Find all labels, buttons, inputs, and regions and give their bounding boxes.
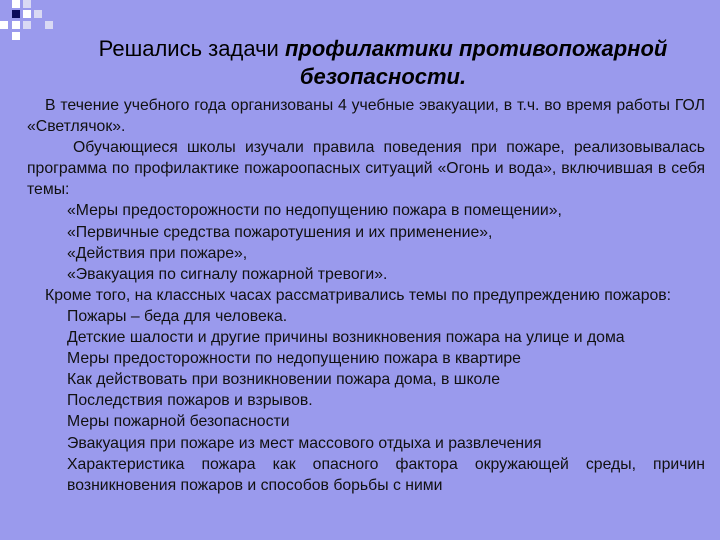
decoration-square <box>12 0 20 8</box>
decoration-square <box>23 0 31 8</box>
program-topic-item: «Действия при пожаре», <box>67 244 248 262</box>
class-hours-topic-item: Характеристика пожара как опасного фактора окружающей среды, причин возникновения пожаров и способов борьбы с ними <box>67 455 705 494</box>
class-hours-topic-item: Меры предосторожности по недопущению пожара в квартире <box>67 350 521 368</box>
program-topic-item: «Меры предосторожности по недопущению пожара в помещении», <box>67 202 562 220</box>
program-topic-item: «Первичные средства пожаротушения и их применение», <box>67 223 493 241</box>
evacuations-paragraph: В течение учебного года организованы 4 учебные эвакуации, в т.ч. во время работы ГОЛ «Светлячок». <box>27 97 705 136</box>
slide-content <box>27 95 705 496</box>
decoration-square <box>23 10 31 18</box>
fire-safety-program-paragraph: Обучающиеся школы изучали правила поведения при пожаре, реализовывалась программа по профилактике пожароопасных ситуаций «Огонь и вода», включившая в себя темы: <box>27 139 705 199</box>
class-hours-topic-item: Последствия пожаров и взрывов. <box>67 392 313 410</box>
decoration-square <box>12 21 20 29</box>
class-hours-topic-item: Эвакуация при пожаре из мест массового отдыха и развлечения <box>67 434 542 452</box>
decoration-square <box>34 10 42 18</box>
class-hours-topic-item: Детские шалости и другие причины возникновения пожара на улице и дома <box>67 329 625 347</box>
slide-title <box>58 35 708 91</box>
title-plain-text: Решались задачи <box>98 36 285 61</box>
title-emphasis-line-1: профилактики противопожарной <box>284 36 668 61</box>
decoration-square <box>45 21 53 29</box>
class-hours-topic-item: Меры пожарной безопасности <box>67 413 290 431</box>
corner-decoration <box>0 0 60 42</box>
title-emphasis-line-2: безопасности. <box>299 64 467 89</box>
class-hours-intro: Кроме того, на классных часах рассматривались темы по предупреждению пожаров: <box>45 286 672 304</box>
decoration-square <box>23 21 31 29</box>
class-hours-topic-item: Как действовать при возникновении пожара дома, в школе <box>67 371 500 389</box>
class-hours-topic-item: Пожары – беда для человека. <box>67 307 288 325</box>
program-topic-item: «Эвакуация по сигналу пожарной тревоги». <box>67 265 388 283</box>
decoration-square <box>12 32 20 40</box>
decoration-square <box>12 10 20 18</box>
decoration-square <box>0 21 8 29</box>
